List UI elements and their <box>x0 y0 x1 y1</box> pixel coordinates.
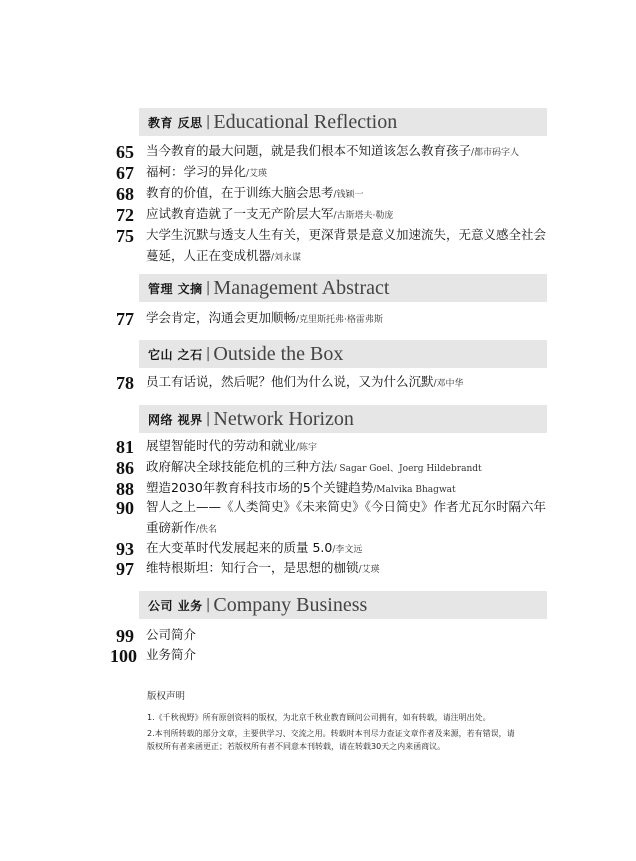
section-title-zh: 管理 文摘 <box>148 281 203 296</box>
toc-entry[interactable] <box>110 646 555 668</box>
page-number: 67 <box>116 163 134 183</box>
entry-title: 学会肯定，沟通会更加顺畅 <box>146 310 297 325</box>
entry-title: 员工有话说，然后呢？他们为什么说，又为什么沉默 <box>146 374 434 389</box>
entry-title: 业务简介 <box>146 647 197 662</box>
entry-author: /Malvika Bhagwat <box>373 485 456 495</box>
section-title-zh: 公司 业务 <box>148 598 203 613</box>
entry-title: 应试教育造就了一支无产阶层大军 <box>146 206 334 221</box>
section-header-management-abstract <box>139 274 547 302</box>
page-number: 93 <box>116 539 134 559</box>
section-title-zh: 教育 反思 <box>148 115 203 130</box>
toc-entry[interactable] <box>110 559 555 581</box>
page-number: 81 <box>116 437 134 457</box>
copyright-title: 版权声明 <box>147 691 186 702</box>
entry-author: /古斯塔夫·勒庞 <box>333 211 394 221</box>
toc-entry[interactable] <box>110 373 555 395</box>
entry-title: 大学生沉默与透支人生有关，更深背景是意义加速流失，无意义感全社会蔓延，人正在变成机器 <box>146 227 547 263</box>
entry-author: /艾瑛 <box>358 565 380 575</box>
entry-author: /刘永谋 <box>271 253 302 263</box>
section-title-en: Management Abstract <box>213 276 390 299</box>
entry-title: 公司简介 <box>146 627 197 642</box>
divider: | <box>205 346 211 362</box>
page-number: 68 <box>116 184 134 204</box>
section-title-en: Outside the Box <box>213 342 344 365</box>
page-number: 78 <box>116 373 134 393</box>
page-number: 90 <box>116 498 134 518</box>
entry-author: /佚名 <box>196 525 218 535</box>
page-number: 99 <box>116 626 134 646</box>
toc-entry[interactable] <box>110 498 555 541</box>
page-number: 77 <box>116 309 134 329</box>
entry-author: /都市码字人 <box>471 148 520 158</box>
page-number: 86 <box>116 458 134 478</box>
entry-author: / Sagar Goel、Joerg Hildebrandt <box>333 464 482 474</box>
entry-text <box>146 307 555 331</box>
divider: | <box>205 280 211 296</box>
entry-author: /陈宇 <box>296 443 318 453</box>
entry-author: /克里斯托弗·格雷弗斯 <box>296 315 383 325</box>
section-title-en: Company Business <box>213 593 368 616</box>
section-title-en: Network Horizon <box>213 407 354 430</box>
entry-title: 当今教育的最大问题，就是我们根本不知道该怎么教育孩子 <box>146 143 472 158</box>
entry-text <box>146 644 555 668</box>
page-number: 88 <box>116 479 134 499</box>
copyright-item: 2.本刊所转载的部分文章，主要供学习、交流之用。转载时本刊尽力查证文章作者及来源，若有错误，请版权所有者来函更正；若版权所有者不同意本刊转载，请在转载30天之内来函商议。 <box>147 729 515 751</box>
entry-title: 展望智能时代的劳动和就业 <box>146 438 297 453</box>
entry-title: 维特根斯坦：知行合一，是思想的枷锁 <box>146 560 359 575</box>
page-number: 65 <box>116 142 134 162</box>
entry-text <box>146 557 555 581</box>
entry-title: 智人之上——《人类简史》《未来简史》《今日简史》作者尤瓦尔时隔六年重磅新作 <box>146 499 547 535</box>
copyright-notice <box>147 690 522 756</box>
entry-text <box>146 224 555 269</box>
toc-entry[interactable] <box>110 309 555 331</box>
section-title-zh: 它山 之石 <box>148 347 203 362</box>
section-title-zh: 网络 视界 <box>148 412 203 427</box>
entry-text <box>146 496 555 541</box>
entry-title: 教育的价值，在于训练大脑会思考 <box>146 185 334 200</box>
divider: | <box>205 114 211 130</box>
copyright-item: 1.《千秋视野》所有原创资料的版权，为北京千秋业教育顾问公司拥有，如有转载，请注明出处。 <box>147 713 491 722</box>
entry-text <box>146 371 555 395</box>
section-header-educational-reflection <box>139 108 547 136</box>
entry-title: 政府解决全球技能危机的三种方法 <box>146 459 334 474</box>
divider: | <box>205 411 211 427</box>
divider: | <box>205 597 211 613</box>
page-number: 75 <box>116 226 134 246</box>
section-header-network-horizon <box>139 405 547 433</box>
entry-author: /邓中华 <box>433 379 464 389</box>
page-number: 72 <box>116 205 134 225</box>
entry-author: /李文远 <box>332 545 363 555</box>
entry-title: 在大变革时代发展起来的质量 5.0 <box>146 540 333 555</box>
page-number: 100 <box>110 646 137 666</box>
entry-author: /钱颖一 <box>333 190 364 200</box>
entry-title: 福柯：学习的异化 <box>146 164 247 179</box>
section-header-outside-the-box <box>139 340 547 368</box>
page-number: 97 <box>116 559 134 579</box>
toc-entry[interactable] <box>110 226 555 269</box>
section-header-company-business <box>139 591 547 619</box>
entry-author: /艾瑛 <box>246 169 268 179</box>
section-title-en: Educational Reflection <box>213 110 398 133</box>
entry-title: 塑造2030年教育科技市场的5个关键趋势 <box>146 480 374 495</box>
